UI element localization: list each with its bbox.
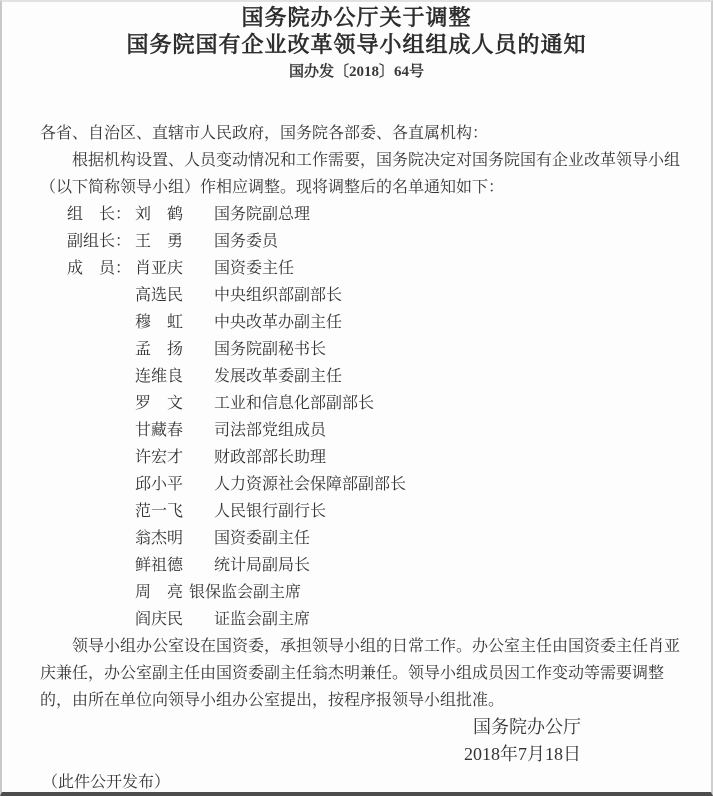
- roster-role: [67, 606, 135, 633]
- roster-role: [67, 336, 135, 363]
- document-title-line1: 国务院办公厅关于调整: [241, 5, 472, 30]
- roster-title: 财政部部长助理: [214, 449, 327, 466]
- roster-title: 国务院副秘书长: [214, 341, 327, 358]
- roster-row: [67, 498, 681, 525]
- roster-title: 证监会副主席: [214, 611, 311, 628]
- roster-row: [67, 525, 681, 552]
- closing-paragraph: [40, 633, 681, 714]
- text-line: 领导小组办公室设在国资委，承担领导小组的日常工作。办公室主任由国资委主任肖亚: [72, 638, 681, 655]
- text-line: 根据机构设置、人员变动情况和工作需要，国务院决定对国务院国有企业改革领导小组: [72, 152, 681, 169]
- roster-role: [67, 498, 135, 525]
- roster-name: 阎庆民: [135, 611, 184, 628]
- intro-paragraph: [40, 147, 681, 201]
- issuer-name: 国务院办公厅: [473, 717, 581, 737]
- roster-row: [67, 309, 681, 336]
- roster-role: [67, 282, 135, 309]
- roster-role: [67, 309, 135, 336]
- roster-row: [67, 255, 681, 282]
- roster-title: 中央改革办副主任: [214, 314, 343, 331]
- roster-name: 周 亮: [135, 584, 184, 601]
- document-number: 国办发〔2018〕64号: [288, 64, 424, 80]
- roster-role: [67, 579, 135, 606]
- roster-name: 孟 扬: [135, 341, 184, 358]
- roster-title: 人民银行副行长: [214, 503, 327, 520]
- document-title-line2: 国务院国有企业改革领导小组组成人员的通知: [126, 32, 587, 57]
- roster-role: [67, 390, 135, 417]
- roster-title: 人力资源社会保障部副部长: [214, 476, 407, 493]
- roster-row: [67, 363, 681, 390]
- roster-row: [67, 552, 681, 579]
- roster-title: 司法部党组成员: [214, 422, 327, 439]
- roster-role: [67, 471, 135, 498]
- roster-role: [67, 552, 135, 579]
- roster-name: 罗 文: [135, 395, 184, 412]
- roster-role: 副组长：: [67, 233, 132, 250]
- roster-name: 范一飞: [135, 503, 184, 520]
- document-body: [2, 120, 711, 794]
- roster-title: 国资委副主任: [214, 530, 311, 547]
- roster-list: [40, 201, 681, 633]
- roster-row: [67, 336, 681, 363]
- roster-row: [67, 471, 681, 498]
- roster-name: 穆 虹: [135, 314, 184, 331]
- text-line: （以下简称领导小组）作相应调整。现将调整后的名单通知如下：: [40, 179, 505, 196]
- publication-note: （此件公开发布）: [42, 774, 171, 791]
- roster-name: 连维良: [135, 368, 184, 385]
- roster-row: [67, 606, 681, 633]
- roster-role: [67, 417, 135, 444]
- roster-name: 邱小平: [135, 476, 184, 493]
- roster-row: [67, 417, 681, 444]
- roster-name: 高选民: [135, 287, 184, 304]
- roster-name: 刘 鹤: [135, 206, 184, 223]
- roster-role: 成 员：: [67, 260, 132, 277]
- recipients-line: 各省、自治区、直辖市人民政府，国务院各部委、各直属机构：: [40, 125, 489, 142]
- roster-row: [67, 444, 681, 471]
- roster-title: 工业和信息化部副部长: [214, 395, 375, 412]
- document-header: [2, 2, 711, 84]
- roster-title: 发展改革委副主任: [214, 368, 343, 385]
- roster-title: 国资委主任: [214, 260, 295, 277]
- roster-title: 国务院副总理: [214, 206, 311, 223]
- roster-title: 国务委员: [214, 233, 279, 250]
- text-line: 的，由所在单位向领导小组办公室提出，按程序报领导小组批准。: [40, 692, 505, 709]
- roster-row: [67, 390, 681, 417]
- roster-name: 鲜祖德: [135, 557, 184, 574]
- roster-row: [67, 201, 681, 228]
- roster-role: [67, 363, 135, 390]
- roster-name: 肖亚庆: [135, 260, 184, 277]
- roster-name: 许宏才: [135, 449, 184, 466]
- roster-title: 中央组织部副部长: [214, 287, 343, 304]
- signature-block: [40, 714, 681, 768]
- roster-name: 翁杰明: [135, 530, 184, 547]
- roster-role: 组 长：: [67, 206, 132, 223]
- roster-title: 银保监会副主席: [189, 584, 302, 601]
- text-line: 庆兼任，办公室副主任由国资委副主任翁杰明兼任。领导小组成员因工作变动等需要调整: [40, 665, 665, 682]
- roster-role: [67, 525, 135, 552]
- roster-name: 王 勇: [135, 233, 184, 250]
- roster-row: [67, 228, 681, 255]
- roster-row: [67, 579, 681, 606]
- roster-role: [67, 444, 135, 471]
- roster-name: 甘藏春: [135, 422, 184, 439]
- roster-row: [67, 282, 681, 309]
- roster-title: 统计局副局长: [214, 557, 311, 574]
- issue-date: 2018年7月18日: [464, 744, 581, 764]
